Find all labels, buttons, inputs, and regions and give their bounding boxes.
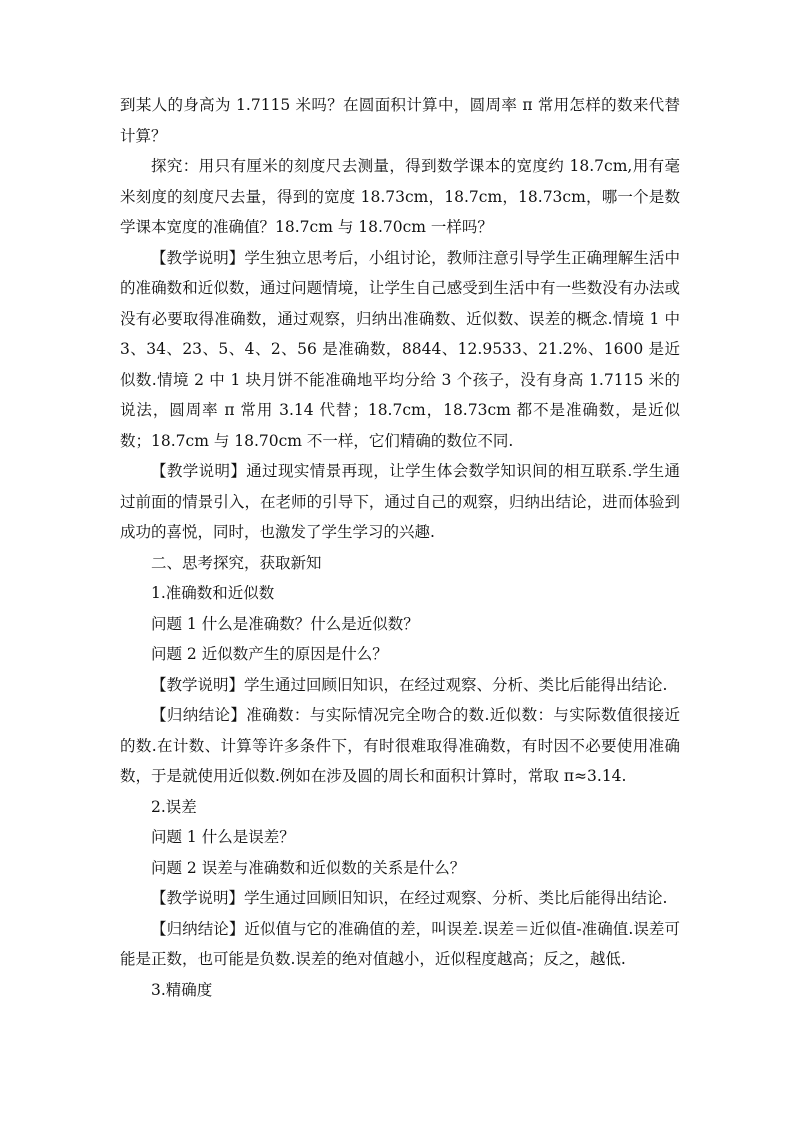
question-1: 问题 1 什么是准确数？什么是近似数？ [151,614,419,633]
paragraph-teaching-note-4: 【教学说明】学生通过回顾旧知识，在经过观察、分析、类比后能得出结论. [151,889,668,907]
paragraph-1: 到某人的身高为 1.7115 米吗？在圆面积计算中，圆周率 π 常用怎样的数来代替计算？ [120,96,680,145]
paragraph-teaching-note-2: 【教学说明】通过现实情景再现，让学生体会数学知识间的相互联系.学生通过前面的情景引入，在老师的引导下，通过自己的观察，归纳出结论，进而体验到成功的喜悦，同时，也激发了学生学习的兴趣. [120,462,680,541]
paragraph-conclusion-2: 【归纳结论】近似值与它的准确值的差，叫误差.误差＝近似值-准确值.误差可能是正数，也可能是负数.误差的绝对值越小，近似程度越高；反之，越低. [120,919,680,968]
document-body [120,90,680,1005]
paragraph-conclusion-1: 【归纳结论】准确数：与实际情况完全吻合的数.近似数：与实际数值很接近的数.在计数、计算等许多条件下，有时很难取得准确数，有时因不必要使用准确数，于是就使用近似数.例如在涉及圆的周长和面积计算时，常取 π≈3.14. [120,706,680,785]
section-heading-2: 二、思考探究，获取新知 [151,553,322,572]
paragraph-teaching-note-3: 【教学说明】学生通过回顾旧知识，在经过观察、分析、类比后能得出结论. [151,675,668,694]
paragraph-inquiry: 探究：用只有厘米的刻度尺去测量，得到数学课本的宽度约 18.7cm,用有毫米刻度的刻度尺去量，得到的宽度 18.73cm，18.7cm，18.73cm，哪一个是数学课本宽度的准确值？18.7cm 与 18.70cm 一样吗？ [120,157,680,236]
question-4: 问题 2 误差与准确数和近似数的关系是什么？ [151,858,466,877]
question-2: 问题 2 近似数产生的原因是什么？ [151,645,388,663]
subsection-heading-3: 3.精确度 [151,980,213,999]
question-3: 问题 1 什么是误差？ [151,828,295,846]
paragraph-teaching-note-1: 【教学说明】学生独立思考后，小组讨论，教师注意引导学生正确理解生活中的准确数和近似数，通过问题情境，让学生自己感受到生活中有一些数没有办法或没有必要取得准确数，通过观察，归纳出准确数、近似数、误差的概念.情境 1 中 3、34、23、5、4、2、56 是准确数，8844、12.9533、21.2%、1600 是近似数.情境 2 中 1 块月饼不能准确地平均分给 3 个孩子，没有身高 1.7115 米的说法，圆周率 π 常用 3.14 代替；18.7cm，18.73cm 都不是准确数，是近似数；18.7cm 与 18.70cm 不一样，它们精确的数位不同. [120,248,680,450]
subsection-heading-2: 2.误差 [151,797,197,816]
subsection-heading-1: 1.准确数和近似数 [151,584,275,602]
